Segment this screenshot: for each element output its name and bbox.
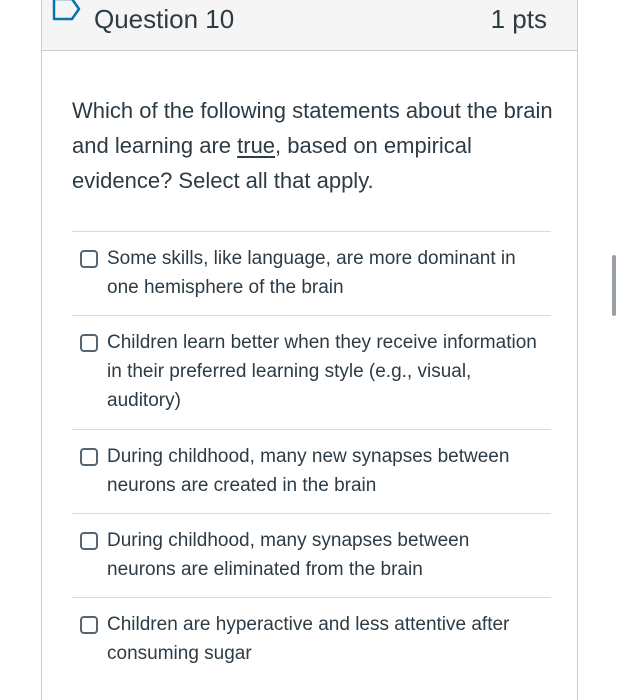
bookmark-flag-icon[interactable] [52, 0, 82, 23]
answer-label-5[interactable]: Children are hyperactive and less attentive after consuming sugar [107, 614, 510, 664]
scrollbar-thumb[interactable] [612, 255, 616, 316]
question-text-part-2: , based on empirical evidence? Select all that apply. [72, 133, 472, 193]
question-header [42, 0, 577, 51]
answer-option-5[interactable] [72, 597, 551, 687]
checkbox-icon[interactable] [80, 448, 98, 466]
question-card [41, 0, 578, 700]
checkbox-icon[interactable] [80, 532, 98, 550]
answer-label-1[interactable]: Some skills, like language, are more dominant in one hemisphere of the brain [107, 248, 516, 298]
question-text [72, 93, 557, 198]
question-text-emphasis: true [237, 133, 276, 158]
answer-list [72, 231, 551, 687]
answer-label-3[interactable]: During childhood, many new synapses between neurons are created in the brain [107, 446, 510, 496]
answer-label-2[interactable]: Children learn better when they receive information in their preferred learning style (e.g., visual, auditory) [107, 332, 537, 411]
answer-option-4[interactable] [72, 513, 551, 597]
question-text-part-1: Which of the following statements about the brain and learning are [72, 98, 553, 158]
question-points: 1 pts [490, 4, 547, 34]
checkbox-icon[interactable] [80, 616, 98, 634]
answer-option-3[interactable] [72, 429, 551, 513]
answer-label-4[interactable]: During childhood, many synapses between neurons are eliminated from the brain [107, 530, 470, 580]
answer-option-1[interactable] [72, 231, 551, 315]
answer-option-2[interactable] [72, 315, 551, 429]
question-title: Question 10 [94, 4, 235, 34]
checkbox-icon[interactable] [80, 334, 98, 352]
checkbox-icon[interactable] [80, 250, 98, 268]
